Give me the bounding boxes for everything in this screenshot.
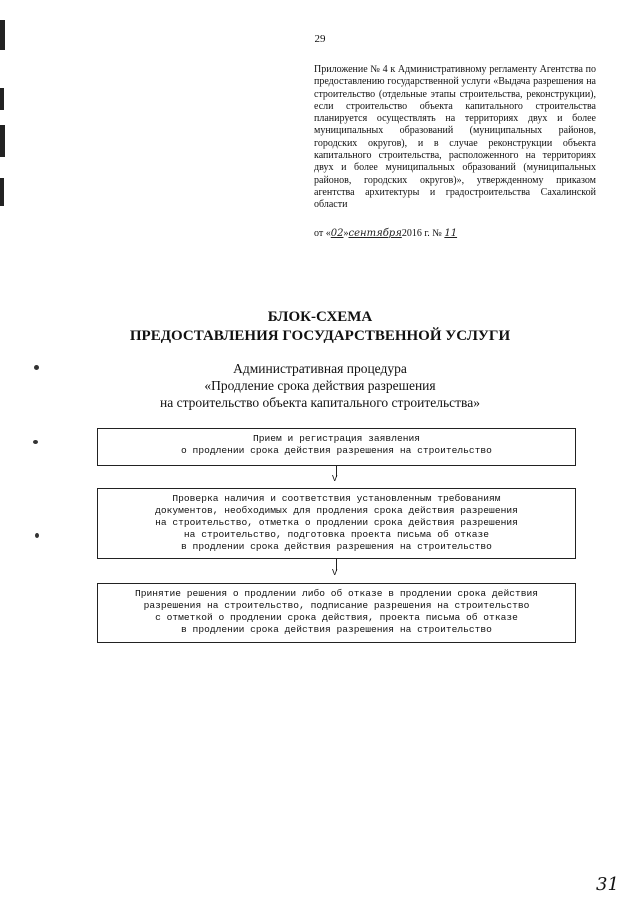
scan-speck <box>34 365 39 370</box>
date-day: 02 <box>330 228 344 239</box>
flow-arrow-2: V <box>332 568 338 578</box>
date-mid: » <box>343 228 349 239</box>
handwritten-sheet-number: 31 <box>596 874 619 895</box>
appendix-date <box>314 228 457 239</box>
subtitle-line-1: Административная процедура <box>233 361 407 376</box>
subtitle-line-2: «Продление срока действия разрешения <box>204 378 436 393</box>
scan-edge-mark <box>0 178 4 206</box>
flow-step-1: Прием и регистрация заявления о продлении срока действия разрешения на строительство <box>97 428 576 466</box>
scan-edge-mark <box>0 125 5 157</box>
title-line-2: ПРЕДОСТАВЛЕНИЯ ГОСУДАРСТВЕННОЙ УСЛУГИ <box>129 328 511 344</box>
appendix-note: Приложение № 4 к Административному регламенту Агентства по предоставлению государственной услуги «Выдача разрешения на строительство (отдельные этапы строительства, реконструкции), если строительство объекта капитального строительства планируется осуществлять на территориях двух и более муниципальных образований (муниципальных районов, городских округов), и в случае реконструкции объекта капитального строительства, расположенного на территориях двух и более муниципальных образований (муниципальных районов, городских округов)», утвержденному приказом агентства архитектуры и градостроительства Сахалинской области <box>314 64 596 211</box>
scan-speck <box>33 440 38 444</box>
procedure-subtitle <box>0 360 640 411</box>
flow-step-3: Принятие решения о продлении либо об отказе в продлении срока действия разрешения на строительство, подписание разрешения на строительство с отметкой о продлении срока действия, проекта письма об отказе в продлении срока действия разрешения на строительство <box>97 583 576 643</box>
flow-arrow-1: V <box>332 474 338 484</box>
date-month: сентября <box>348 228 402 239</box>
date-year: 2016 г. № <box>401 228 445 239</box>
scan-speck <box>35 533 39 538</box>
title-line-1: БЛОК-СХЕМА <box>267 309 373 325</box>
date-number: 11 <box>444 228 458 239</box>
flow-step-2: Проверка наличия и соответствия установленным требованиям документов, необходимых для продления срока действия разрешения на строительство, отметка о продлении срока действия разрешения на строительство, подготовка проекта письма об отказе в продлении срока действия разрешения на строительство <box>97 488 576 559</box>
scan-edge-mark <box>0 20 5 50</box>
subtitle-line-3: на строительство объекта капитального строительства» <box>160 395 480 410</box>
page-title <box>0 308 640 346</box>
date-prefix: от « <box>314 228 331 239</box>
page-number: 29 <box>314 33 326 45</box>
scan-edge-mark <box>0 88 4 110</box>
